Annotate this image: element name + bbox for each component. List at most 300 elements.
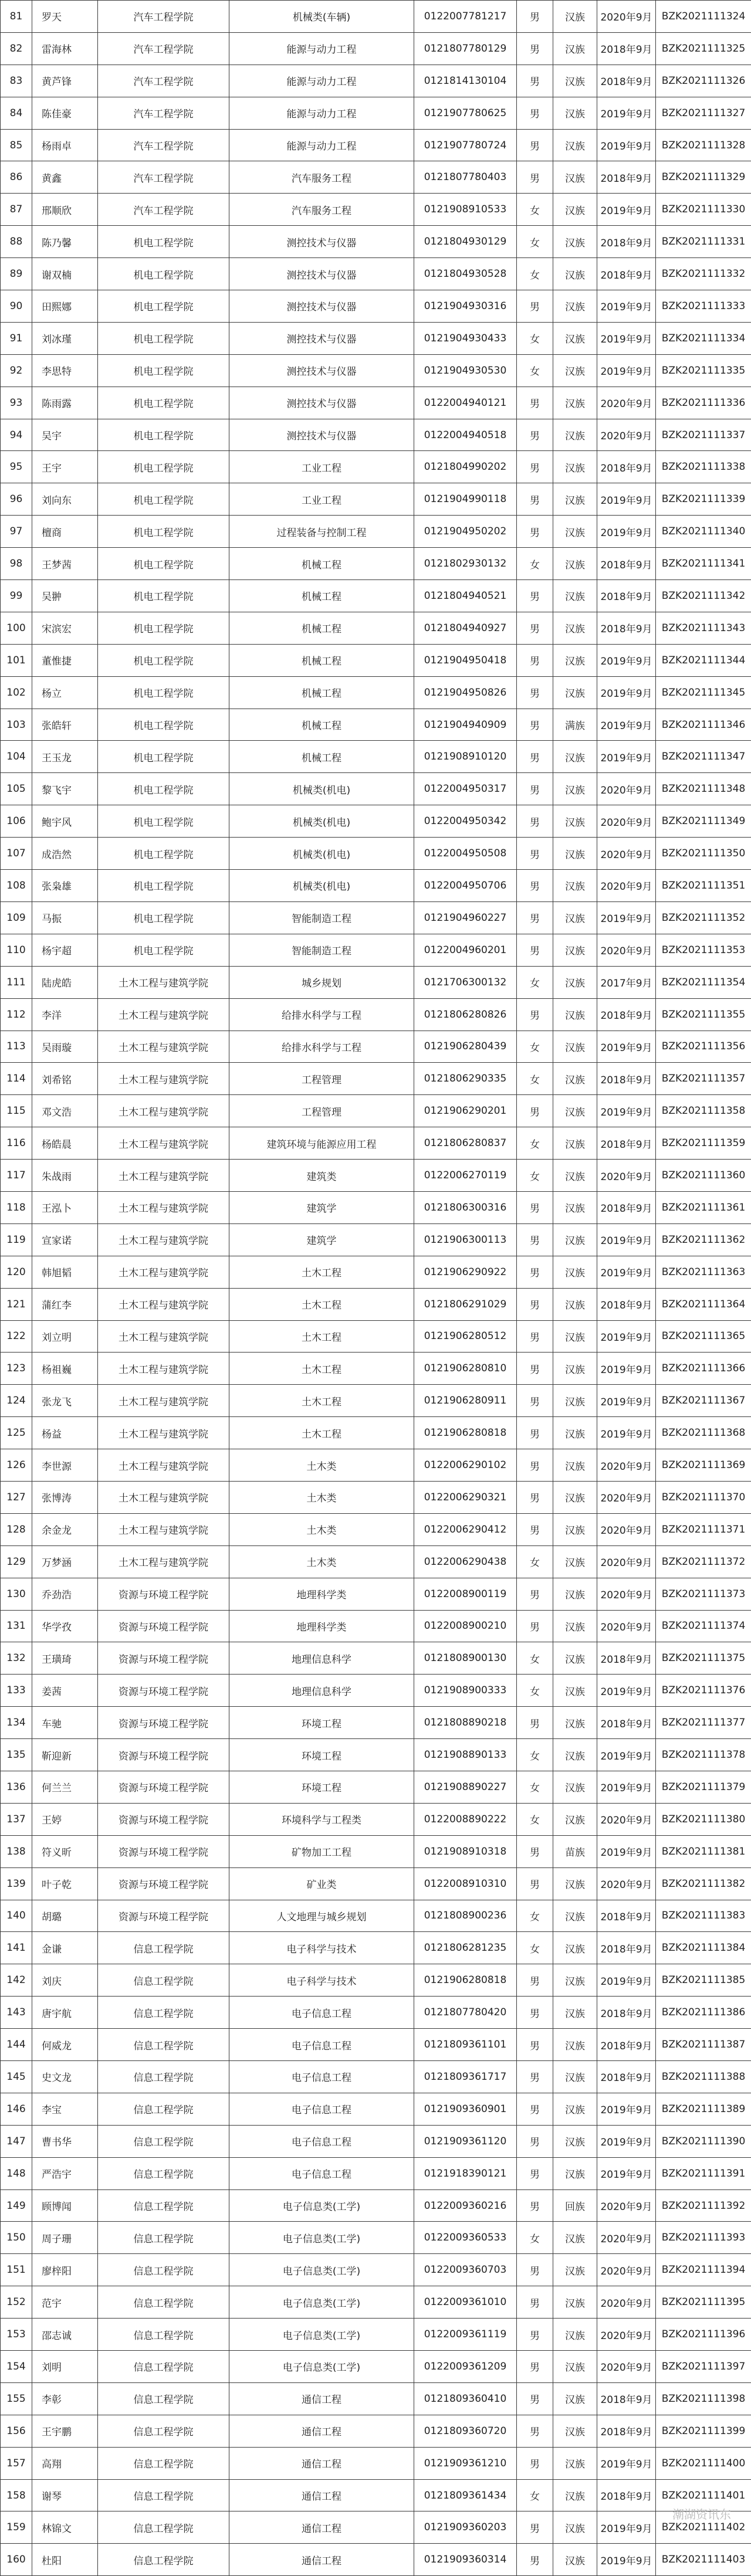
certificate-number-cell: BZK2021111328 [656, 129, 751, 161]
table-row [1, 1449, 751, 1482]
student-id-cell: 0121909360901 [414, 2093, 517, 2125]
row-number-cell: 152 [1, 2286, 32, 2319]
gender-cell: 男 [517, 1707, 553, 1739]
table-row [1, 322, 751, 354]
ethnicity-cell: 汉族 [553, 2093, 597, 2125]
certificate-number-cell: BZK2021111335 [656, 354, 751, 387]
ethnicity-cell: 汉族 [553, 65, 597, 97]
gender-cell: 女 [517, 322, 553, 354]
student-name-cell: 吴翀 [32, 580, 98, 612]
enrollment-date-cell: 2020年9月 [597, 419, 656, 451]
gender-cell: 男 [517, 580, 553, 612]
student-name-cell: 陈雨露 [32, 387, 98, 419]
student-name-cell: 马振 [32, 901, 98, 934]
ethnicity-cell: 汉族 [553, 1449, 597, 1482]
enrollment-date-cell: 2018年9月 [597, 1642, 656, 1675]
student-name-cell: 范宇 [32, 2286, 98, 2319]
gender-cell: 男 [517, 901, 553, 934]
enrollment-date-cell: 2019年9月 [597, 322, 656, 354]
student-id-cell: 0121908900333 [414, 1675, 517, 1707]
enrollment-date-cell: 2019年9月 [597, 516, 656, 548]
certificate-number-cell: BZK2021111362 [656, 1223, 751, 1256]
college-cell: 信息工程学院 [98, 2382, 229, 2415]
row-number-cell: 83 [1, 65, 32, 97]
college-cell: 信息工程学院 [98, 2061, 229, 2093]
table-row [1, 1964, 751, 1997]
certificate-number-cell: BZK2021111373 [656, 1578, 751, 1610]
certificate-number-cell: BZK2021111372 [656, 1545, 751, 1578]
college-cell: 汽车工程学院 [98, 194, 229, 226]
student-id-cell: 0121907780625 [414, 97, 517, 129]
table-row [1, 1578, 751, 1610]
enrollment-date-cell: 2019年9月 [597, 129, 656, 161]
student-id-cell: 0121814130104 [414, 65, 517, 97]
enrollment-date-cell: 2018年9月 [597, 2029, 656, 2061]
ethnicity-cell: 汉族 [553, 1, 597, 33]
student-id-cell: 0121804940927 [414, 612, 517, 644]
gender-cell: 男 [517, 2029, 553, 2061]
enrollment-date-cell: 2019年9月 [597, 644, 656, 676]
student-name-cell: 鲍宇风 [32, 805, 98, 838]
college-cell: 资源与环境工程学院 [98, 1642, 229, 1675]
major-cell: 过程装备与控制工程 [229, 516, 414, 548]
gender-cell: 男 [517, 2319, 553, 2351]
major-cell: 机械工程 [229, 612, 414, 644]
student-id-cell: 0121906280439 [414, 1031, 517, 1063]
certificate-number-cell: BZK2021111336 [656, 387, 751, 419]
row-number-cell: 159 [1, 2511, 32, 2544]
row-number-cell: 120 [1, 1256, 32, 1288]
table-row [1, 901, 751, 934]
student-id-cell: 0121904930433 [414, 322, 517, 354]
row-number-cell: 157 [1, 2447, 32, 2479]
row-number-cell: 149 [1, 2189, 32, 2222]
certificate-number-cell: BZK2021111392 [656, 2189, 751, 2222]
major-cell: 智能制造工程 [229, 934, 414, 966]
student-name-cell: 杜阳 [32, 2544, 98, 2576]
certificate-number-cell: BZK2021111339 [656, 483, 751, 516]
student-name-cell: 刘向东 [32, 483, 98, 516]
enrollment-date-cell: 2020年9月 [597, 1867, 656, 1900]
row-number-cell: 116 [1, 1127, 32, 1160]
table-row [1, 226, 751, 258]
gender-cell: 男 [517, 2157, 553, 2189]
certificate-number-cell: BZK2021111361 [656, 1191, 751, 1223]
major-cell: 地理信息科学 [229, 1675, 414, 1707]
enrollment-date-cell: 2018年9月 [597, 65, 656, 97]
college-cell: 机电工程学院 [98, 773, 229, 805]
student-name-cell: 余金龙 [32, 1513, 98, 1545]
student-id-cell: 0122008910310 [414, 1867, 517, 1900]
certificate-number-cell: BZK2021111369 [656, 1449, 751, 1482]
student-name-cell: 宣家诺 [32, 1223, 98, 1256]
row-number-cell: 91 [1, 322, 32, 354]
student-id-cell: 0121808890218 [414, 1707, 517, 1739]
student-name-cell: 杨皓晨 [32, 1127, 98, 1160]
student-id-cell: 0121809361717 [414, 2061, 517, 2093]
college-cell: 机电工程学院 [98, 548, 229, 580]
major-cell: 测控技术与仪器 [229, 258, 414, 290]
enrollment-date-cell: 2019年9月 [597, 290, 656, 323]
certificate-number-cell: BZK2021111331 [656, 226, 751, 258]
ethnicity-cell: 汉族 [553, 2157, 597, 2189]
gender-cell: 男 [517, 32, 553, 65]
college-cell: 信息工程学院 [98, 2511, 229, 2544]
student-id-cell: 0121904930530 [414, 354, 517, 387]
college-cell: 机电工程学院 [98, 322, 229, 354]
row-number-cell: 156 [1, 2415, 32, 2447]
gender-cell: 男 [517, 2382, 553, 2415]
gender-cell: 男 [517, 805, 553, 838]
table-row [1, 1353, 751, 1385]
student-id-cell: 0121807780403 [414, 161, 517, 194]
college-cell: 机电工程学院 [98, 483, 229, 516]
ethnicity-cell: 汉族 [553, 483, 597, 516]
student-id-cell: 0122006290321 [414, 1481, 517, 1513]
student-id-cell: 0121809360410 [414, 2382, 517, 2415]
ethnicity-cell: 汉族 [553, 1127, 597, 1160]
college-cell: 机电工程学院 [98, 934, 229, 966]
gender-cell: 女 [517, 226, 553, 258]
major-cell: 机械工程 [229, 644, 414, 676]
major-cell: 土木工程 [229, 1385, 414, 1417]
table-row [1, 580, 751, 612]
student-id-cell: 0122009360216 [414, 2189, 517, 2222]
student-id-cell: 0121809361434 [414, 2479, 517, 2511]
ethnicity-cell: 汉族 [553, 2222, 597, 2254]
student-name-cell: 陆虎皓 [32, 966, 98, 998]
student-id-cell: 0122009361119 [414, 2319, 517, 2351]
table-row [1, 1385, 751, 1417]
certificate-number-cell: BZK2021111399 [656, 2415, 751, 2447]
enrollment-date-cell: 2019年9月 [597, 2447, 656, 2479]
enrollment-date-cell: 2019年9月 [597, 709, 656, 741]
table-row [1, 2351, 751, 2383]
table-row [1, 1095, 751, 1127]
gender-cell: 男 [517, 838, 553, 870]
student-id-cell: 0122008900119 [414, 1578, 517, 1610]
gender-cell: 男 [517, 1867, 553, 1900]
row-number-cell: 109 [1, 901, 32, 934]
gender-cell: 女 [517, 1803, 553, 1835]
college-cell: 土木工程与建筑学院 [98, 1063, 229, 1095]
row-number-cell: 96 [1, 483, 32, 516]
major-cell: 土木工程 [229, 1288, 414, 1320]
certificate-number-cell: BZK2021111327 [656, 97, 751, 129]
student-id-cell: 0121904950826 [414, 676, 517, 709]
enrollment-date-cell: 2019年9月 [597, 194, 656, 226]
major-cell: 建筑类 [229, 1160, 414, 1192]
table-row [1, 1900, 751, 1932]
ethnicity-cell: 汉族 [553, 1578, 597, 1610]
ethnicity-cell: 汉族 [553, 1964, 597, 1997]
student-name-cell: 谢双楠 [32, 258, 98, 290]
table-row [1, 97, 751, 129]
college-cell: 土木工程与建筑学院 [98, 1223, 229, 1256]
enrollment-date-cell: 2018年9月 [597, 1063, 656, 1095]
major-cell: 机械类(机电) [229, 805, 414, 838]
enrollment-date-cell: 2020年9月 [597, 2254, 656, 2286]
college-cell: 土木工程与建筑学院 [98, 1160, 229, 1192]
row-number-cell: 160 [1, 2544, 32, 2576]
row-number-cell: 107 [1, 838, 32, 870]
student-name-cell: 王泓卜 [32, 1191, 98, 1223]
student-name-cell: 严浩宇 [32, 2157, 98, 2189]
ethnicity-cell: 汉族 [553, 1642, 597, 1675]
gender-cell: 女 [517, 1642, 553, 1675]
major-cell: 土木类 [229, 1449, 414, 1482]
student-name-cell: 李思特 [32, 354, 98, 387]
enrollment-date-cell: 2019年9月 [597, 97, 656, 129]
ethnicity-cell: 满族 [553, 709, 597, 741]
college-cell: 机电工程学院 [98, 451, 229, 483]
ethnicity-cell: 汉族 [553, 1095, 597, 1127]
student-id-cell: 0121904990118 [414, 483, 517, 516]
enrollment-date-cell: 2020年9月 [597, 387, 656, 419]
college-cell: 机电工程学院 [98, 805, 229, 838]
student-id-cell: 0121904940909 [414, 709, 517, 741]
enrollment-date-cell: 2019年9月 [597, 2157, 656, 2189]
certificate-number-cell: BZK2021111379 [656, 1771, 751, 1803]
major-cell: 电子信息工程 [229, 1997, 414, 2029]
ethnicity-cell: 汉族 [553, 2415, 597, 2447]
ethnicity-cell: 汉族 [553, 1417, 597, 1449]
gender-cell: 男 [517, 1449, 553, 1482]
enrollment-date-cell: 2018年9月 [597, 32, 656, 65]
major-cell: 汽车服务工程 [229, 194, 414, 226]
enrollment-date-cell: 2019年9月 [597, 1095, 656, 1127]
row-number-cell: 86 [1, 161, 32, 194]
certificate-number-cell: BZK2021111366 [656, 1353, 751, 1385]
student-name-cell: 张皓轩 [32, 709, 98, 741]
student-id-cell: 0121806280826 [414, 998, 517, 1031]
student-id-cell: 0122009360703 [414, 2254, 517, 2286]
student-name-cell: 王玉龙 [32, 741, 98, 773]
enrollment-date-cell: 2020年9月 [597, 1578, 656, 1610]
row-number-cell: 84 [1, 97, 32, 129]
ethnicity-cell: 汉族 [553, 1160, 597, 1192]
college-cell: 资源与环境工程学院 [98, 1675, 229, 1707]
major-cell: 环境工程 [229, 1707, 414, 1739]
student-id-cell: 0121804940521 [414, 580, 517, 612]
ethnicity-cell: 汉族 [553, 161, 597, 194]
student-id-cell: 0122009361209 [414, 2351, 517, 2383]
certificate-number-cell: BZK2021111400 [656, 2447, 751, 2479]
student-name-cell: 乔劲浩 [32, 1578, 98, 1610]
major-cell: 建筑学 [229, 1223, 414, 1256]
row-number-cell: 128 [1, 1513, 32, 1545]
enrollment-date-cell: 2019年9月 [597, 741, 656, 773]
major-cell: 能源与动力工程 [229, 65, 414, 97]
table-row [1, 1417, 751, 1449]
college-cell: 机电工程学院 [98, 387, 229, 419]
table-row [1, 2093, 751, 2125]
table-row [1, 2157, 751, 2189]
ethnicity-cell: 汉族 [553, 322, 597, 354]
student-id-cell: 0121904950202 [414, 516, 517, 548]
enrollment-date-cell: 2019年9月 [597, 1771, 656, 1803]
table-row [1, 1675, 751, 1707]
major-cell: 电子信息类(工学) [229, 2189, 414, 2222]
row-number-cell: 105 [1, 773, 32, 805]
ethnicity-cell: 汉族 [553, 2351, 597, 2383]
gender-cell: 女 [517, 1031, 553, 1063]
ethnicity-cell: 汉族 [553, 419, 597, 451]
student-name-cell: 邓文浩 [32, 1095, 98, 1127]
college-cell: 机电工程学院 [98, 709, 229, 741]
gender-cell: 女 [517, 1063, 553, 1095]
major-cell: 地理科学类 [229, 1610, 414, 1642]
table-row [1, 1481, 751, 1513]
college-cell: 机电工程学院 [98, 580, 229, 612]
student-name-cell: 董惟捷 [32, 644, 98, 676]
row-number-cell: 155 [1, 2382, 32, 2415]
student-name-cell: 杨益 [32, 1417, 98, 1449]
student-id-cell: 0121909361120 [414, 2125, 517, 2157]
major-cell: 通信工程 [229, 2382, 414, 2415]
major-cell: 机械工程 [229, 709, 414, 741]
gender-cell: 男 [517, 1320, 553, 1353]
enrollment-date-cell: 2020年9月 [597, 1610, 656, 1642]
table-row [1, 1739, 751, 1771]
gender-cell: 男 [517, 2544, 553, 2576]
gender-cell: 男 [517, 2286, 553, 2319]
major-cell: 电子信息工程 [229, 2029, 414, 2061]
student-id-cell: 0122006290102 [414, 1449, 517, 1482]
student-name-cell: 李世源 [32, 1449, 98, 1482]
student-name-cell: 高翔 [32, 2447, 98, 2479]
gender-cell: 男 [517, 451, 553, 483]
ethnicity-cell: 汉族 [553, 548, 597, 580]
college-cell: 土木工程与建筑学院 [98, 1031, 229, 1063]
major-cell: 电子信息类(工学) [229, 2319, 414, 2351]
gender-cell: 男 [517, 1385, 553, 1417]
gender-cell: 男 [517, 2511, 553, 2544]
student-id-cell: 0122004950317 [414, 773, 517, 805]
major-cell: 土木类 [229, 1481, 414, 1513]
enrollment-date-cell: 2018年9月 [597, 1191, 656, 1223]
table-row [1, 1545, 751, 1578]
table-row [1, 194, 751, 226]
certificate-number-cell: BZK2021111329 [656, 161, 751, 194]
enrollment-date-cell: 2020年9月 [597, 1513, 656, 1545]
row-number-cell: 124 [1, 1385, 32, 1417]
certificate-number-cell: BZK2021111349 [656, 805, 751, 838]
certificate-number-cell: BZK2021111341 [656, 548, 751, 580]
gender-cell: 男 [517, 644, 553, 676]
ethnicity-cell: 汉族 [553, 2382, 597, 2415]
row-number-cell: 150 [1, 2222, 32, 2254]
row-number-cell: 142 [1, 1964, 32, 1997]
certificate-number-cell: BZK2021111345 [656, 676, 751, 709]
certificate-number-cell: BZK2021111333 [656, 290, 751, 323]
college-cell: 汽车工程学院 [98, 97, 229, 129]
major-cell: 电子信息工程 [229, 2125, 414, 2157]
student-name-cell: 符义昕 [32, 1835, 98, 1867]
major-cell: 工程管理 [229, 1095, 414, 1127]
ethnicity-cell: 汉族 [553, 1288, 597, 1320]
table-row [1, 2254, 751, 2286]
gender-cell: 男 [517, 1417, 553, 1449]
college-cell: 机电工程学院 [98, 258, 229, 290]
certificate-number-cell: BZK2021111363 [656, 1256, 751, 1288]
ethnicity-cell: 汉族 [553, 2319, 597, 2351]
student-id-cell: 0121808900130 [414, 1642, 517, 1675]
table-row [1, 870, 751, 902]
gender-cell: 女 [517, 1932, 553, 1964]
student-name-cell: 吴雨璇 [32, 1031, 98, 1063]
student-id-cell: 0121806281235 [414, 1932, 517, 1964]
student-name-cell: 杨宇超 [32, 934, 98, 966]
college-cell: 信息工程学院 [98, 2544, 229, 2576]
ethnicity-cell: 汉族 [553, 1739, 597, 1771]
table-row [1, 354, 751, 387]
gender-cell: 男 [517, 2189, 553, 2222]
student-id-cell: 0121806291029 [414, 1288, 517, 1320]
certificate-number-cell: BZK2021111394 [656, 2254, 751, 2286]
row-number-cell: 119 [1, 1223, 32, 1256]
student-name-cell: 韩旭韬 [32, 1256, 98, 1288]
student-name-cell: 刘明 [32, 2351, 98, 2383]
major-cell: 矿业类 [229, 1867, 414, 1900]
gender-cell: 男 [517, 934, 553, 966]
gender-cell: 男 [517, 1997, 553, 2029]
college-cell: 信息工程学院 [98, 1964, 229, 1997]
student-id-cell: 0121906290922 [414, 1256, 517, 1288]
enrollment-date-cell: 2018年9月 [597, 1932, 656, 1964]
ethnicity-cell: 汉族 [553, 2544, 597, 2576]
college-cell: 土木工程与建筑学院 [98, 1353, 229, 1385]
ethnicity-cell: 汉族 [553, 1803, 597, 1835]
table-row [1, 1031, 751, 1063]
student-id-cell: 0121904950418 [414, 644, 517, 676]
student-id-cell: 0121908890133 [414, 1739, 517, 1771]
student-id-cell: 0121808900236 [414, 1900, 517, 1932]
student-name-cell: 王宇 [32, 451, 98, 483]
student-id-cell: 0121806300316 [414, 1191, 517, 1223]
student-name-cell: 华学孜 [32, 1610, 98, 1642]
student-id-cell: 0121906300113 [414, 1223, 517, 1256]
student-name-cell: 陈乃馨 [32, 226, 98, 258]
major-cell: 机械类(车辆) [229, 1, 414, 33]
enrollment-date-cell: 2018年9月 [597, 1997, 656, 2029]
certificate-number-cell: BZK2021111368 [656, 1417, 751, 1449]
table-row [1, 1610, 751, 1642]
major-cell: 工业工程 [229, 483, 414, 516]
student-id-cell: 0121807780420 [414, 1997, 517, 2029]
table-row [1, 258, 751, 290]
row-number-cell: 102 [1, 676, 32, 709]
row-number-cell: 93 [1, 387, 32, 419]
table-row [1, 129, 751, 161]
enrollment-date-cell: 2018年9月 [597, 226, 656, 258]
major-cell: 机械类(机电) [229, 870, 414, 902]
row-number-cell: 85 [1, 129, 32, 161]
ethnicity-cell: 汉族 [553, 1932, 597, 1964]
ethnicity-cell: 汉族 [553, 129, 597, 161]
student-name-cell: 雷海林 [32, 32, 98, 65]
student-name-cell: 宋滨宏 [32, 612, 98, 644]
table-row [1, 2415, 751, 2447]
student-name-cell: 万梦涵 [32, 1545, 98, 1578]
certificate-number-cell: BZK2021111353 [656, 934, 751, 966]
major-cell: 通信工程 [229, 2415, 414, 2447]
row-number-cell: 88 [1, 226, 32, 258]
gender-cell: 男 [517, 97, 553, 129]
certificate-number-cell: BZK2021111380 [656, 1803, 751, 1835]
enrollment-date-cell: 2019年9月 [597, 1675, 656, 1707]
gender-cell: 女 [517, 1739, 553, 1771]
